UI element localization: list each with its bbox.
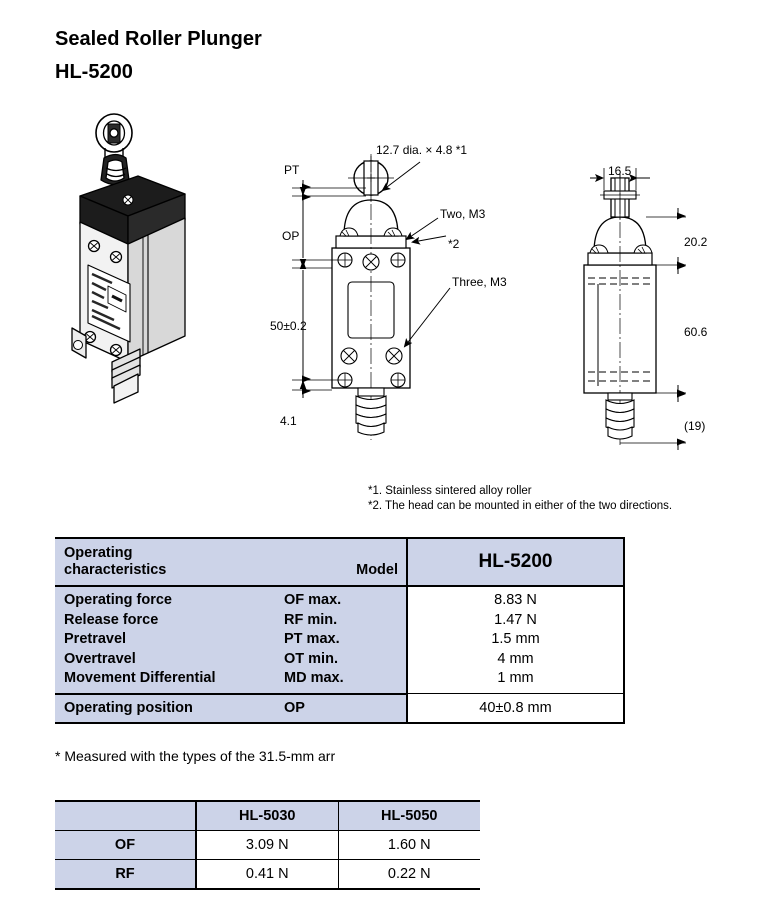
table-row bbox=[64, 650, 406, 670]
table-row bbox=[55, 831, 480, 860]
callout-two-m3: Two, M3 bbox=[440, 207, 486, 221]
table-row bbox=[64, 591, 406, 611]
model-comparison-table bbox=[55, 800, 480, 890]
roller-assembly-icon bbox=[96, 114, 132, 160]
table-row bbox=[64, 630, 406, 650]
product-photo-svg bbox=[50, 100, 250, 410]
spec-body-labels-cell bbox=[55, 586, 407, 694]
dim-label-boot: (19) bbox=[684, 419, 706, 433]
cmp-row-1-value-1: 0.22 N bbox=[338, 860, 480, 890]
spec-footer-label-cell bbox=[55, 694, 407, 724]
table-row bbox=[55, 860, 480, 890]
cmp-header-blank bbox=[55, 801, 196, 831]
spec-row-value-0: 8.83 N bbox=[494, 592, 537, 609]
spec-footer-abbr: OP bbox=[284, 699, 305, 716]
footnote-2: *2. The head can be mounted in either of the two directions. bbox=[368, 500, 673, 512]
dim-label-head-height: 20.2 bbox=[684, 235, 708, 249]
figure-footnotes bbox=[368, 484, 672, 514]
table-row bbox=[64, 611, 406, 631]
spec-row-value-2: 1.5 mm bbox=[491, 631, 540, 648]
spec-header-row bbox=[55, 538, 624, 586]
spec-row-label-0: Operating force bbox=[64, 592, 172, 608]
model-title: HL-5200 bbox=[55, 61, 133, 83]
spec-row-label-2: Pretravel bbox=[64, 631, 127, 647]
spec-row-value-1: 1.47 N bbox=[494, 611, 537, 628]
table-row bbox=[64, 669, 406, 689]
spec-footer-row bbox=[55, 694, 624, 724]
cmp-header-row bbox=[55, 801, 480, 831]
spec-header-model-value: HL-5200 bbox=[407, 538, 624, 586]
footnote-1: *1. Stainless sintered alloy roller bbox=[368, 485, 532, 497]
page-title: Sealed Roller Plunger bbox=[55, 28, 262, 50]
side-bellows-boot bbox=[606, 393, 634, 439]
dim-label-body-height: 60.6 bbox=[684, 325, 708, 339]
bellows-boot bbox=[356, 388, 386, 435]
operating-characteristics-table bbox=[55, 537, 625, 724]
spec-row-label-4: Movement Differential bbox=[64, 670, 216, 686]
spec-body-values-cell bbox=[407, 586, 624, 694]
cmp-row-0-value-1: 1.60 N bbox=[338, 831, 480, 860]
callout-roller-dim: 12.7 dia. × 4.8 *1 bbox=[376, 143, 468, 157]
cmp-row-label-0: OF bbox=[55, 831, 196, 860]
spec-body-row bbox=[55, 586, 624, 694]
callout-three-m3: Three, M3 bbox=[452, 275, 507, 289]
product-photo-figure bbox=[50, 100, 250, 410]
spec-row-label-1: Release force bbox=[64, 611, 159, 628]
measurement-note: * Measured with the types of the 31.5-mm arr bbox=[55, 748, 336, 764]
side-view-figure bbox=[560, 160, 760, 450]
cmp-header-col-1: HL-5030 bbox=[196, 801, 338, 831]
cmp-row-label-1: RF bbox=[55, 860, 196, 890]
spec-header-chars-line2: characteristics bbox=[64, 562, 167, 578]
dim-label-overall: 50±0.2 bbox=[270, 319, 307, 333]
spec-row-abbr-4: MD max. bbox=[284, 670, 344, 686]
spec-footer-value: 40±0.8 mm bbox=[407, 694, 624, 724]
front-view-svg bbox=[270, 140, 520, 450]
cmp-header-col-2: HL-5050 bbox=[338, 801, 480, 831]
side-head-dome bbox=[590, 217, 652, 253]
spec-header-model-label: Model bbox=[356, 562, 398, 578]
spec-header-left-cell bbox=[55, 538, 407, 586]
spec-header-chars-line1: Operating bbox=[64, 545, 133, 561]
cmp-row-0-value-0: 3.09 N bbox=[196, 831, 338, 860]
front-view-figure bbox=[270, 140, 520, 450]
spec-footer-label: Operating position bbox=[64, 699, 193, 716]
spec-row-label-3: Overtravel bbox=[64, 650, 136, 667]
spec-row-abbr-3: OT min. bbox=[284, 650, 338, 667]
dim-label-bottom: 4.1 bbox=[280, 414, 297, 428]
cmp-row-1-value-0: 0.41 N bbox=[196, 860, 338, 890]
side-view-svg bbox=[560, 160, 760, 450]
spec-row-abbr-1: RF min. bbox=[284, 611, 338, 628]
spec-row-value-4: 1 mm bbox=[497, 670, 534, 687]
table-row bbox=[64, 699, 406, 719]
callout-note2-ref: *2 bbox=[448, 237, 460, 251]
dim-label-pt: PT bbox=[284, 163, 300, 177]
spec-row-abbr-2: PT max. bbox=[284, 631, 340, 647]
dim-label-width: 16.5 bbox=[608, 164, 632, 178]
spec-row-abbr-0: OF max. bbox=[284, 592, 342, 608]
spec-row-value-3: 4 mm bbox=[497, 650, 534, 667]
dim-label-op: OP bbox=[282, 229, 300, 243]
